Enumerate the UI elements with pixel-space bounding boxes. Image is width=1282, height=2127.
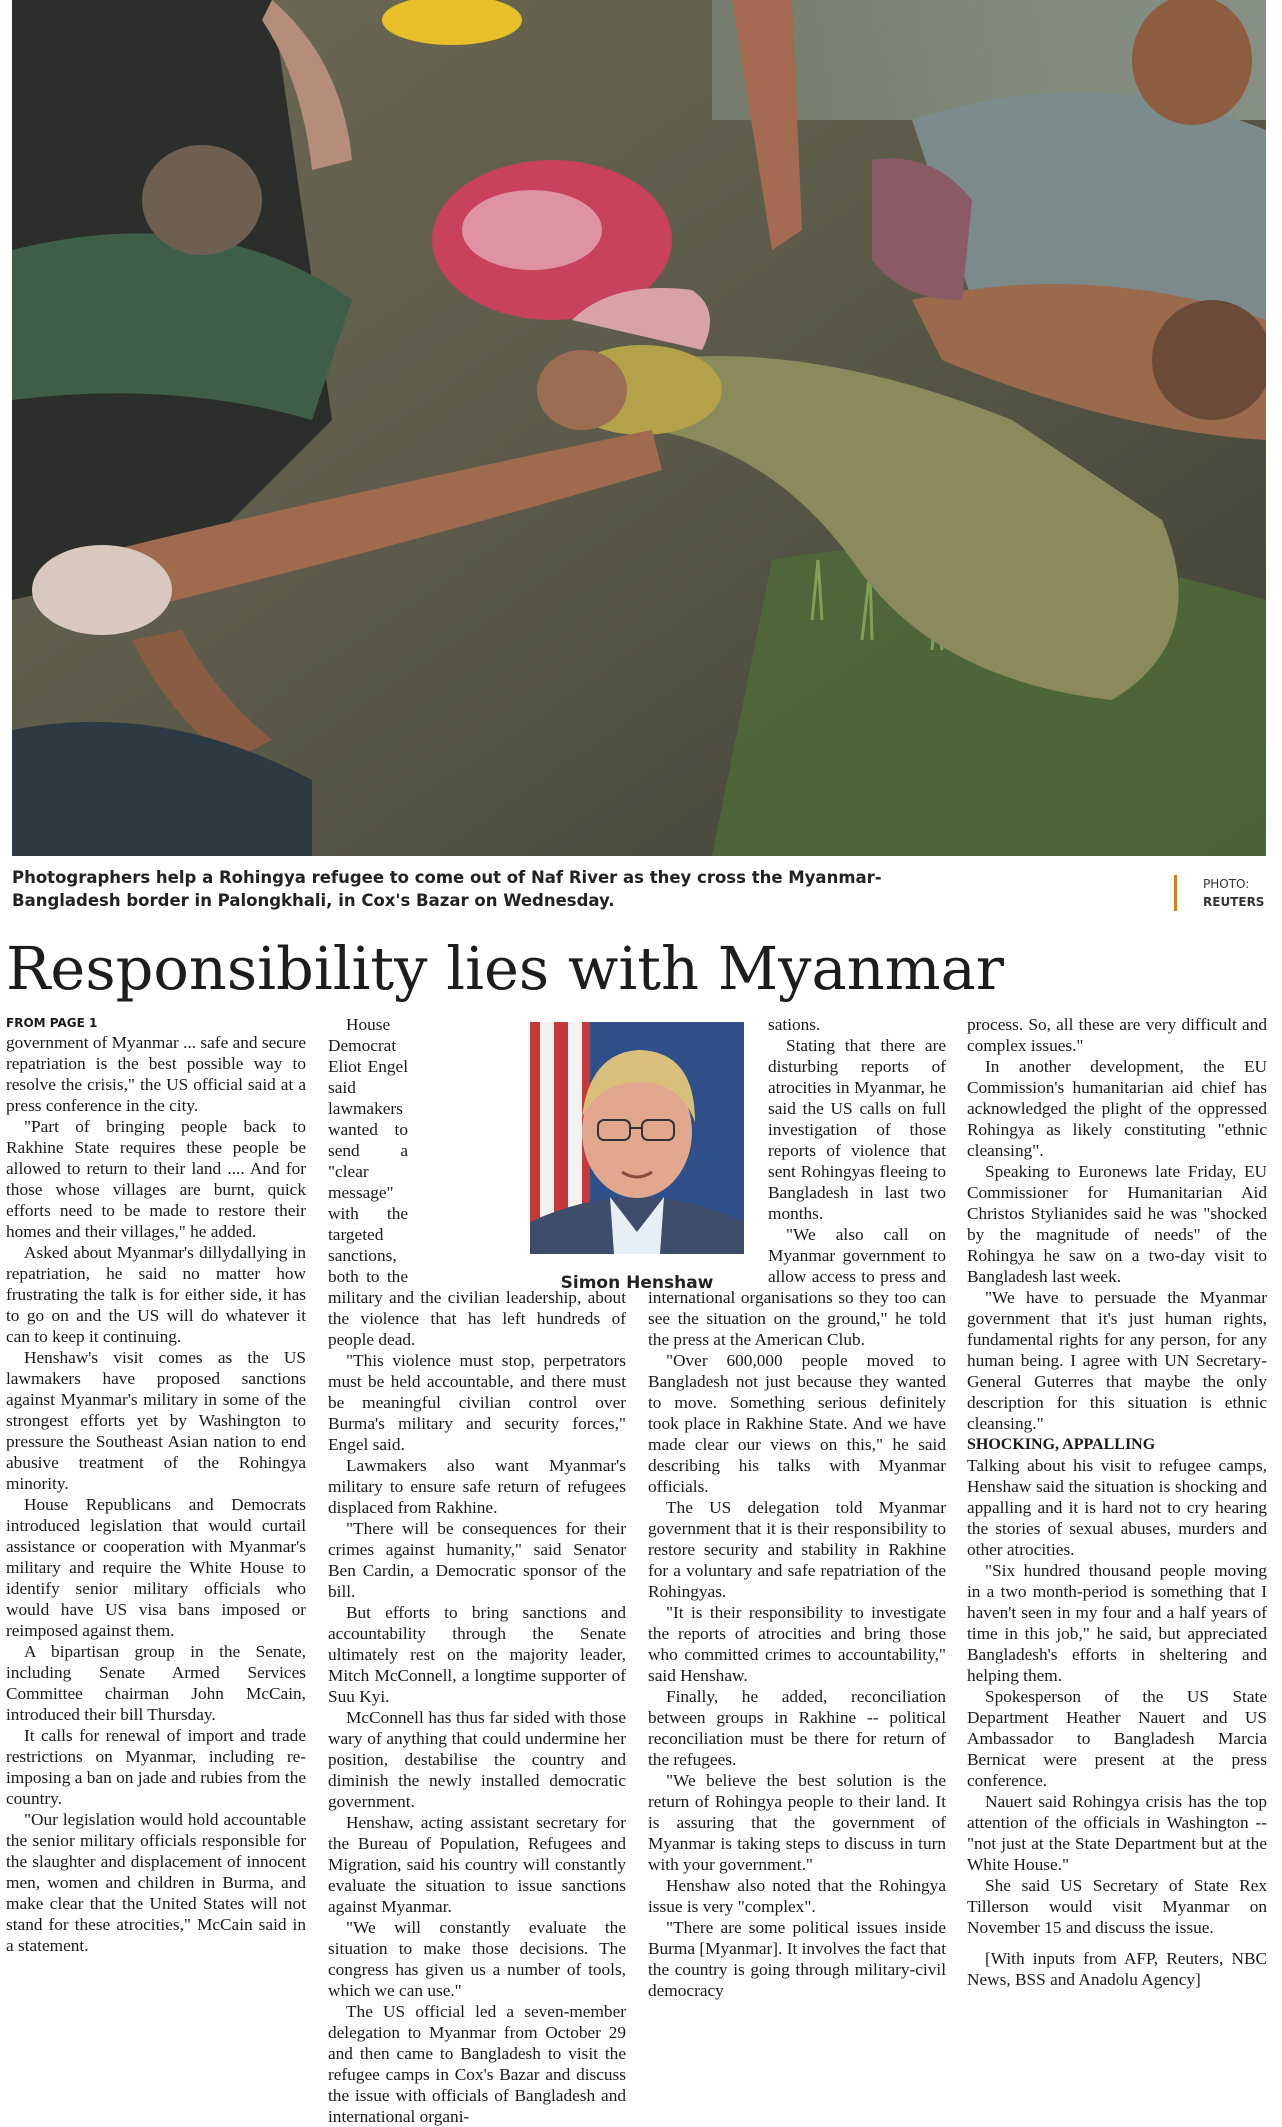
paragraph: "Our legislation would hold accountable the senior military officials responsible for the slaughter and displacement of innocent men, women and children in Burma, and make clear that the United States will not stand for these atrocities," McCain said in a statement.	[6, 1810, 306, 1955]
paragraph: But efforts to bring sanctions and accountability through the Senate ultimately rest on the majority leader, Mitch McConnell, a longtime supporter of Suu Kyi.	[328, 1603, 626, 1706]
photo-credit-source: REUTERS	[1203, 895, 1265, 909]
paragraph: "We also call on Myanmar government to allow access to press and international organisations so they too can see the situation on the ground," he told the press at the American Club.	[648, 1225, 946, 1349]
paragraph: "We have to persuade the Myanmar government that it's just human rights, fundamental rights for any person, for any human being. I agree with UN Secretary-General Guterres that maybe the only description for this situation is ethnic cleansing."	[967, 1288, 1267, 1433]
paragraph: Lawmakers also want Myanmar's military to ensure safe return of refugees displaced from Rakhine.	[328, 1456, 626, 1517]
paragraph: "Over 600,000 people moved to Bangladesh not just because they wanted to move. Something serious definitely took place in Rakhine State. And we have made clear our views on this," he said describing his talks with Myanmar officials.	[648, 1351, 946, 1496]
paragraph: sations.	[768, 1015, 821, 1034]
paragraph: McConnell has thus far sided with those wary of anything that could undermine her position, destabilise the country and diminish the newly installed democratic government.	[328, 1708, 626, 1811]
paragraph: "There will be consequences for their crimes against humanity," said Senator Ben Cardin, a Democratic sponsor of the bill.	[328, 1519, 626, 1601]
paragraph: The US official led a seven-member delegation to Myanmar from October 29 and then came to Bangladesh to visit the refugee camps in Cox's Bazar and discuss the issue with officials of Bangladesh and international organi-	[328, 2002, 626, 2126]
article-column-3	[648, 1014, 946, 2001]
paragraph: Henshaw, acting assistant secretary for the Bureau of Population, Refugees and Migration, said his country will constantly evaluate the situation to issue sanctions against Myanmar.	[328, 1813, 626, 1916]
photo-credit	[1174, 875, 1264, 911]
article-column-2	[328, 1014, 626, 2127]
article-column-1	[6, 1014, 306, 1956]
paragraph: process. So, all these are very difficult and complex issues."	[967, 1015, 1267, 1055]
article-kicker: FROM PAGE 1	[6, 1016, 98, 1030]
paragraph: Asked about Myanmar's dillydallying in repatriation, he said no matter how frustrating the talk is for either side, it has to go on and the US will do whatever it can to keep it continuing.	[6, 1243, 306, 1346]
paragraph: Henshaw's visit comes as the US lawmakers have proposed sanctions against Myanmar's military in some of the strongest efforts yet by Washington to pressure the Southeast Asian nation to end abusive treatment of the Rohingya minority.	[6, 1348, 306, 1493]
paragraph: She said US Secretary of State Rex Tillerson would visit Myanmar on November 15 and discuss the issue.	[967, 1876, 1267, 1937]
rohingya-river-crossing-photo	[12, 0, 1266, 856]
paragraph: Stating that there are disturbing reports of atrocities in Myanmar, he said the US calls on full investigation of those reports of violence that sent Rohingyas fleeing to Bangladesh in last two months.	[768, 1036, 946, 1223]
portrait-name: Simon Henshaw	[560, 1273, 714, 1293]
paragraph: Speaking to Euronews late Friday, EU Commissioner for Humanitarian Aid Christos Stylianides said he was "shocked by the magnitude of needs" of the Rohingya he saw on a two-day visit to Bangladesh last week.	[967, 1162, 1267, 1286]
paragraph: "This violence must stop, perpetrators must be held accountable, and there must be meaningful civilian control over Burma's military and security forces," Engel said.	[328, 1351, 626, 1454]
paragraph: Spokesperson of the US State Department Heather Nauert and US Ambassador to Bangladesh Marcia Bernicat were present at the press conference.	[967, 1687, 1267, 1790]
paragraph: "Part of bringing people back to Rakhine State requires these people be allowed to return to their land .... And for those whose villages are burnt, quick efforts need to be made to restore their homes and their villages," he added.	[6, 1117, 306, 1241]
paragraph: "There are some political issues inside Burma [Myanmar]. It involves the fact that the country is going through military-civil democracy	[648, 1918, 947, 2000]
photo-caption: Photographers help a Rohingya refugee to come out of Naf River as they cross the Myanmar-Bangladesh border in Palongkhali, in Cox's Bazar on Wednesday.	[12, 868, 882, 910]
paragraph: It calls for renewal of import and trade restrictions on Myanmar, including re-imposing a ban on jade and rubies from the country.	[6, 1726, 306, 1808]
paragraph: Talking about his visit to refugee camps, Henshaw said the situation is shocking and appalling and it is hard not to cry hearing the stories of sexual abuses, murders and other atrocities.	[967, 1456, 1267, 1559]
article-headline: Responsibility lies with Myanmar	[6, 934, 1004, 1003]
news-photo	[12, 0, 1266, 856]
paragraph: A bipartisan group in the Senate, including Senate Armed Services Committee chairman John McCain, introduced their bill Thursday.	[6, 1642, 306, 1724]
paragraph: Henshaw also noted that the Rohingya issue is very "complex".	[648, 1876, 946, 1916]
paragraph: "We believe the best solution is the return of Rohingya people to their land. It is assuring that the government of Myanmar is taking steps to discuss in turn with your government."	[648, 1771, 946, 1874]
paragraph: "We will constantly evaluate the situation to make those decisions. The congress has given us a number of tools, which we can use."	[328, 1918, 626, 2000]
paragraph: In another development, the EU Commission's humanitarian aid chief has acknowledged the plight of the oppressed Rohingya as likely constituting "ethnic cleansing".	[967, 1057, 1267, 1160]
paragraph: House Republicans and Democrats introduced legislation that would curtail assistance or cooperation with Myanmar's military and require the White House to identify senior military officials who would have US visa bans imposed or reimposed against them.	[6, 1495, 306, 1640]
paragraph: "Six hundred thousand people moving in a two month-period is something that I haven't seen in my four and a half years of time in this job," he said, but appreciated Bangladesh's efforts in sheltering and helping them.	[967, 1561, 1267, 1685]
article-subhead: SHOCKING, APPALLING	[967, 1436, 1156, 1453]
paragraph: The US delegation told Myanmar government that it is their responsibility to restore security and stability in Rakhine for a voluntary and safe repatriation of the Rohingyas.	[648, 1498, 946, 1601]
paragraph: government of Myanmar ... safe and secure repatriation is the best possible way to resolve the crisis," the US official said at a press conference in the city.	[6, 1033, 306, 1115]
paragraph: House Democrat Eliot Engel said lawmakers wanted to send a "clear message" with the targeted sanctions, both to the military and the civilian leadership, about the violence that has left hundreds of people dead.	[328, 1015, 626, 1349]
paragraph: Nauert said Rohingya crisis has the top attention of the officials in Washington -- "not just at the State Department but at the White House."	[967, 1792, 1267, 1874]
paragraph: "It is their responsibility to investigate the reports of atrocities and bring those who committed crimes to accountability," said Henshaw.	[648, 1603, 946, 1685]
article-column-4	[967, 1014, 1267, 1990]
article-sources: [With inputs from AFP, Reuters, NBC News, BSS and Anadolu Agency]	[967, 1949, 1267, 1989]
photo-credit-label: PHOTO:	[1203, 877, 1250, 891]
paragraph: Finally, he added, reconciliation between groups in Rakhine -- political reconciliation must be there for return of the refugees.	[648, 1687, 946, 1769]
